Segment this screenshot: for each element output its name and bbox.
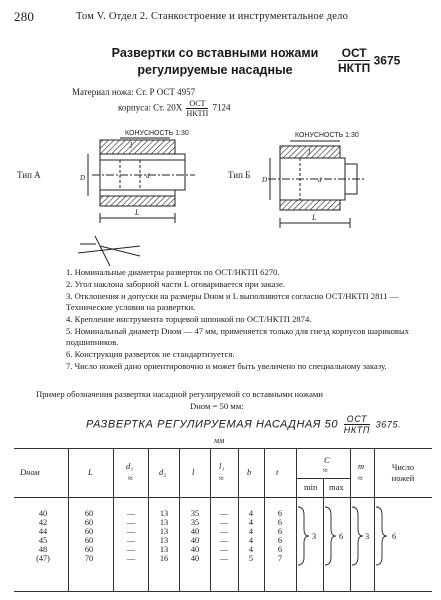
- note-4: 4. Крепление инструмента торцевой шпонкой по ОСТ/НКТП 2874.: [66, 314, 312, 324]
- cell-L: 70: [84, 554, 94, 563]
- dim-D-a: D: [80, 174, 86, 182]
- example-std-code: 3675.: [375, 419, 402, 430]
- cell-b: 5: [248, 554, 254, 563]
- cell-dnom: 42: [38, 518, 48, 527]
- cell-d1: —: [126, 518, 136, 527]
- cell-t: 6: [277, 518, 283, 527]
- doc-title-line1: Развертки со вставными ножами: [111, 46, 319, 60]
- blade-profile-sketch: [78, 236, 140, 266]
- hdr-d1-approx: ≈: [128, 473, 133, 483]
- cell-l1: —: [219, 554, 229, 563]
- hdr-m-approx: ≈: [358, 473, 363, 483]
- cell-L: 60: [84, 509, 94, 518]
- cell-t: 6: [277, 527, 283, 536]
- hdr-l1-approx: ≈: [219, 473, 224, 483]
- cell-l: 40: [190, 527, 200, 536]
- hdr-m: m: [358, 461, 365, 471]
- example-dnom: Dном = 50 мм:: [190, 401, 244, 411]
- title-std-num: ОСТ: [338, 46, 370, 61]
- example-std-num: ОСТ: [344, 414, 370, 425]
- cell-dnom: 45: [38, 536, 48, 545]
- hdr-C-max: max: [329, 482, 344, 492]
- cell-d2: 16: [159, 554, 169, 563]
- drawing-type-a: [79, 130, 195, 223]
- body-material: [118, 99, 231, 118]
- cell-t: 6: [277, 545, 283, 554]
- page-number: 280: [14, 9, 35, 24]
- table-body: [14, 497, 432, 591]
- hdr-l: l: [192, 467, 195, 477]
- cell-d2: 13: [159, 527, 169, 536]
- note-2: 2. Угол наклона заборной части L оговаривается при заказе.: [66, 279, 285, 289]
- hdr-t: t: [276, 467, 279, 477]
- cell-b: 4: [248, 536, 254, 545]
- hdr-L: L: [88, 467, 93, 477]
- cell-l: 35: [190, 518, 200, 527]
- cell-t: 7: [277, 554, 283, 563]
- cell-dnom: 48: [38, 545, 48, 554]
- cell-l1: —: [219, 527, 229, 536]
- hdr-d2: d₂: [159, 467, 167, 477]
- hdr-knives: Число ножей: [391, 462, 415, 483]
- example-std-den: НКТП: [343, 425, 370, 435]
- cell-t: 6: [277, 536, 283, 545]
- cell-dnom: (47): [36, 554, 50, 563]
- cell-l1: —: [219, 536, 229, 545]
- body-std-num: ОСТ: [186, 99, 208, 109]
- running-title: Том V. Отдел 2. Станкостроение и инструментальное дело: [76, 11, 349, 22]
- hdr-C-min: min: [304, 482, 318, 492]
- hdr-l1: l₁: [219, 461, 225, 471]
- cell-l1: —: [219, 545, 229, 554]
- note-1: 1. Номинальные диаметры разверток по ОСТ/НКТП 6270.: [66, 267, 280, 277]
- cell-d1: —: [126, 554, 136, 563]
- cell-b: 4: [248, 527, 254, 536]
- cell-l: 40: [190, 536, 200, 545]
- cell-d1: —: [126, 536, 136, 545]
- cell-l: 40: [190, 545, 200, 554]
- dim-D-b: D: [262, 176, 268, 184]
- cell-dnom: 44: [38, 527, 48, 536]
- cell-t: 6: [277, 509, 283, 518]
- table-header: [14, 449, 432, 498]
- dim-L-b: L: [312, 213, 317, 222]
- cell-d2: 13: [159, 509, 169, 518]
- cell-b: 4: [248, 545, 254, 554]
- dim-l-a: l: [130, 141, 133, 150]
- cell-d2: 13: [159, 545, 169, 554]
- cell-b: 4: [248, 509, 254, 518]
- hdr-dnom: Dном: [20, 467, 40, 477]
- type-b-label: Тип Б: [228, 170, 251, 180]
- cell-b: 4: [248, 518, 254, 527]
- title-standard: [338, 46, 400, 75]
- table-units: мм: [214, 436, 225, 445]
- note-3: 3. Отклонения и допуски на размеры Dном и L выполняются согласно ОСТ/НКТП 2811 — Технические условия на развертки.: [66, 291, 399, 312]
- cell-d2: 13: [159, 536, 169, 545]
- body-std-den: НКТП: [186, 109, 209, 118]
- col-l1: [213, 509, 235, 563]
- note-5: 5. Номинальный диаметр Dном — 47 мм, применяется только для гнезд корпусов шариковых подшипников.: [66, 326, 410, 347]
- cell-d1: —: [126, 545, 136, 554]
- col-t: [268, 509, 292, 563]
- dim-L-a: L: [135, 208, 140, 217]
- col-dnom: [28, 509, 58, 563]
- doc-title-line2: регулируемые насадные: [137, 63, 293, 77]
- cell-C-min: 3: [312, 532, 317, 541]
- hdr-d1: d₁: [126, 461, 134, 471]
- type-a-label: Тип А: [17, 170, 41, 180]
- cell-dnom: 40: [38, 509, 48, 518]
- hdr-C: C: [324, 455, 330, 465]
- cell-knives: 6: [392, 532, 397, 541]
- cell-L: 60: [84, 518, 94, 527]
- cell-L: 60: [84, 527, 94, 536]
- col-d2: [152, 509, 176, 563]
- col-b: [241, 509, 261, 563]
- cell-C-max: 6: [339, 532, 344, 541]
- cell-l: 40: [190, 554, 200, 563]
- col-d1: [118, 509, 144, 563]
- title-std-den: НКТП: [338, 61, 371, 75]
- merge-braces: [296, 505, 432, 567]
- dim-d-b: d: [318, 176, 322, 184]
- taper-label-a: КОНУСНОСТЬ 1:30: [125, 130, 189, 137]
- cell-l1: —: [219, 518, 229, 527]
- hdr-C-approx: ≈: [323, 465, 328, 475]
- col-L: [74, 509, 104, 563]
- example-designation: [86, 414, 401, 435]
- drawing-type-b: [261, 132, 365, 228]
- cell-L: 60: [84, 545, 94, 554]
- cell-L: 60: [84, 536, 94, 545]
- title-std-code: 3675: [373, 53, 401, 68]
- cell-m: 3: [365, 532, 370, 541]
- spec-table: [14, 448, 432, 592]
- dim-d-a: d: [146, 172, 150, 180]
- col-l: [183, 509, 207, 563]
- note-6: 6. Конструкция разверток не стандартизуется.: [66, 349, 235, 359]
- hdr-b: b: [247, 467, 252, 477]
- drawings: [0, 118, 441, 273]
- body-material-label: корпуса: Ст. 20Х: [118, 102, 183, 113]
- cell-l1: —: [219, 509, 229, 518]
- knife-material: Материал ножа: Ст. Р ОСТ 4957: [72, 87, 196, 97]
- note-7: 7. Число ножей дано ориентировочно и может быть увеличено по специальному заказу.: [66, 361, 387, 371]
- cell-l: 35: [190, 509, 200, 518]
- body-std-code: 7124: [212, 102, 231, 113]
- dim-l-b: l: [308, 148, 311, 157]
- taper-label-b: КОНУСНОСТЬ 1:30: [295, 132, 359, 139]
- example-designation-text: РАЗВЕРТКА РЕГУЛИРУЕМАЯ НАСАДНАЯ 50: [86, 418, 339, 431]
- example-intro: Пример обозначения развертки насадной регулируемой со вставными ножами: [36, 389, 323, 399]
- cell-d1: —: [126, 527, 136, 536]
- cell-d2: 13: [159, 518, 169, 527]
- cell-d1: —: [126, 509, 136, 518]
